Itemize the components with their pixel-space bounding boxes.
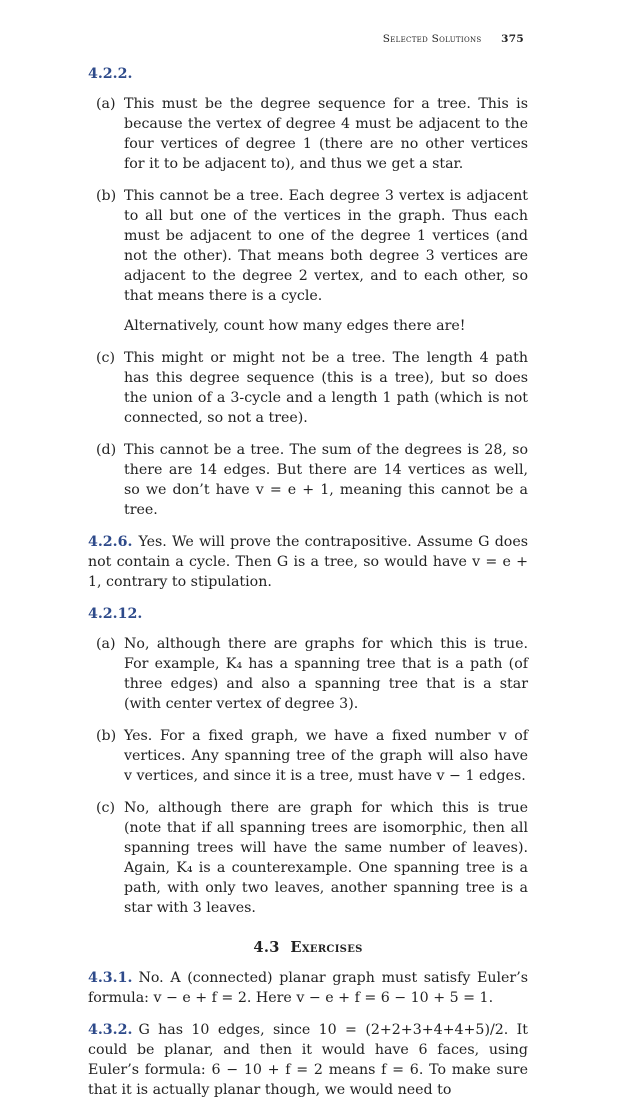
item-letter: (a) [96,96,116,112]
item-text: Yes. For a fixed graph, we have a fixed number v of vertices. Any spanning tree of the graph will also have v vertices, and since it is a tree, must have v − 1 edges. [124,728,528,784]
list-item [88,186,528,336]
item-text: No, although there are graphs for which this is true. For example, K₄ has a spanning tree that is a path (of three edges) and also a spanning tree that is a star (with center vertex of degree 3). [124,636,528,712]
exercise-label-4-3-2: 4.3.2. [88,1022,133,1038]
section-heading [88,938,528,958]
list-item [88,726,528,786]
running-header [383,33,524,45]
item-text: This might or might not be a tree. The length 4 path has this degree sequence (this is a tree), but so does the union of a 3-cycle and a length 1 path (which is not connected, so not a tree). [124,350,528,426]
item-letter: (a) [96,636,116,652]
solution-4-3-2 [88,1020,528,1100]
page-number: 375 [501,33,524,45]
item-letter: (b) [96,728,117,744]
item-text: This must be the degree sequence for a tree. This is because the vertex of degree 4 must be adjacent to the four vertices of degree 1 (there are no other vertices for it to be adjacent to), and thus we get a star. [124,96,528,172]
exercise-label-4-2-6: 4.2.6. [88,534,133,550]
exercise-label-4-2-2: 4.2.2. [88,66,133,82]
item-text: This cannot be a tree. The sum of the degrees is 28, so there are 14 edges. But there are 14 vertices as well, so we don’t have v = e + 1, meaning this cannot be a tree. [124,442,528,518]
item-letter: (d) [96,442,117,458]
exercise-label-4-2-12: 4.2.12. [88,606,143,622]
item-text: This cannot be a tree. Each degree 3 vertex is adjacent to all but one of the vertices in the graph. Thus each must be adjacent to one of the degree 1 vertices (and not the other). That means both degree 3 vertices are adjacent to the degree 2 vertex, and to each other, so that means there is a cycle. [124,188,528,304]
solution-text: No. A (connected) planar graph must satisfy Euler’s formula: v − e + f = 2. Here v − e + f = 6 − 10 + 5 = 1. [88,970,528,1006]
list-item [88,348,528,428]
solution-4-2-6 [88,532,528,592]
item-letter: (b) [96,188,117,204]
section-title: Exercises [290,939,363,956]
solution-text: G has 10 edges, since 10 = (2+2+3+4+4+5)/2. It could be planar, and then it would have 6 faces, using Euler’s formula: 6 − 10 + f = 2 means f = 6. To make sure that it is actually planar though, we would need to [88,1022,528,1098]
item-letter: (c) [96,350,116,366]
item-text: Alternatively, count how many edges there are! [124,318,466,334]
page-body [88,60,528,1112]
list-item [88,798,528,918]
solution-list-4-2-12 [88,634,528,918]
solution-text: Yes. We will prove the contrapositive. Assume G does not contain a cycle. Then G is a tree, so would have v = e + 1, contrary to stipulation. [88,534,528,590]
solution-4-3-1 [88,968,528,1008]
item-text: No, although there are graph for which this is true (note that if all spanning trees are isomorphic, then all spanning trees will have the same number of leaves). Again, K₄ is a counterexample. One spanning tree is a path, with only two leaves, another spanning tree is a star with 3 leaves. [124,800,528,916]
exercise-label-4-3-1: 4.3.1. [88,970,133,986]
solution-list-4-2-2 [88,94,528,520]
list-item [88,94,528,174]
running-title: Selected Solutions [382,33,482,45]
item-letter: (c) [96,800,116,816]
list-item [88,440,528,520]
list-item [88,634,528,714]
section-number: 4.3 [253,939,280,956]
